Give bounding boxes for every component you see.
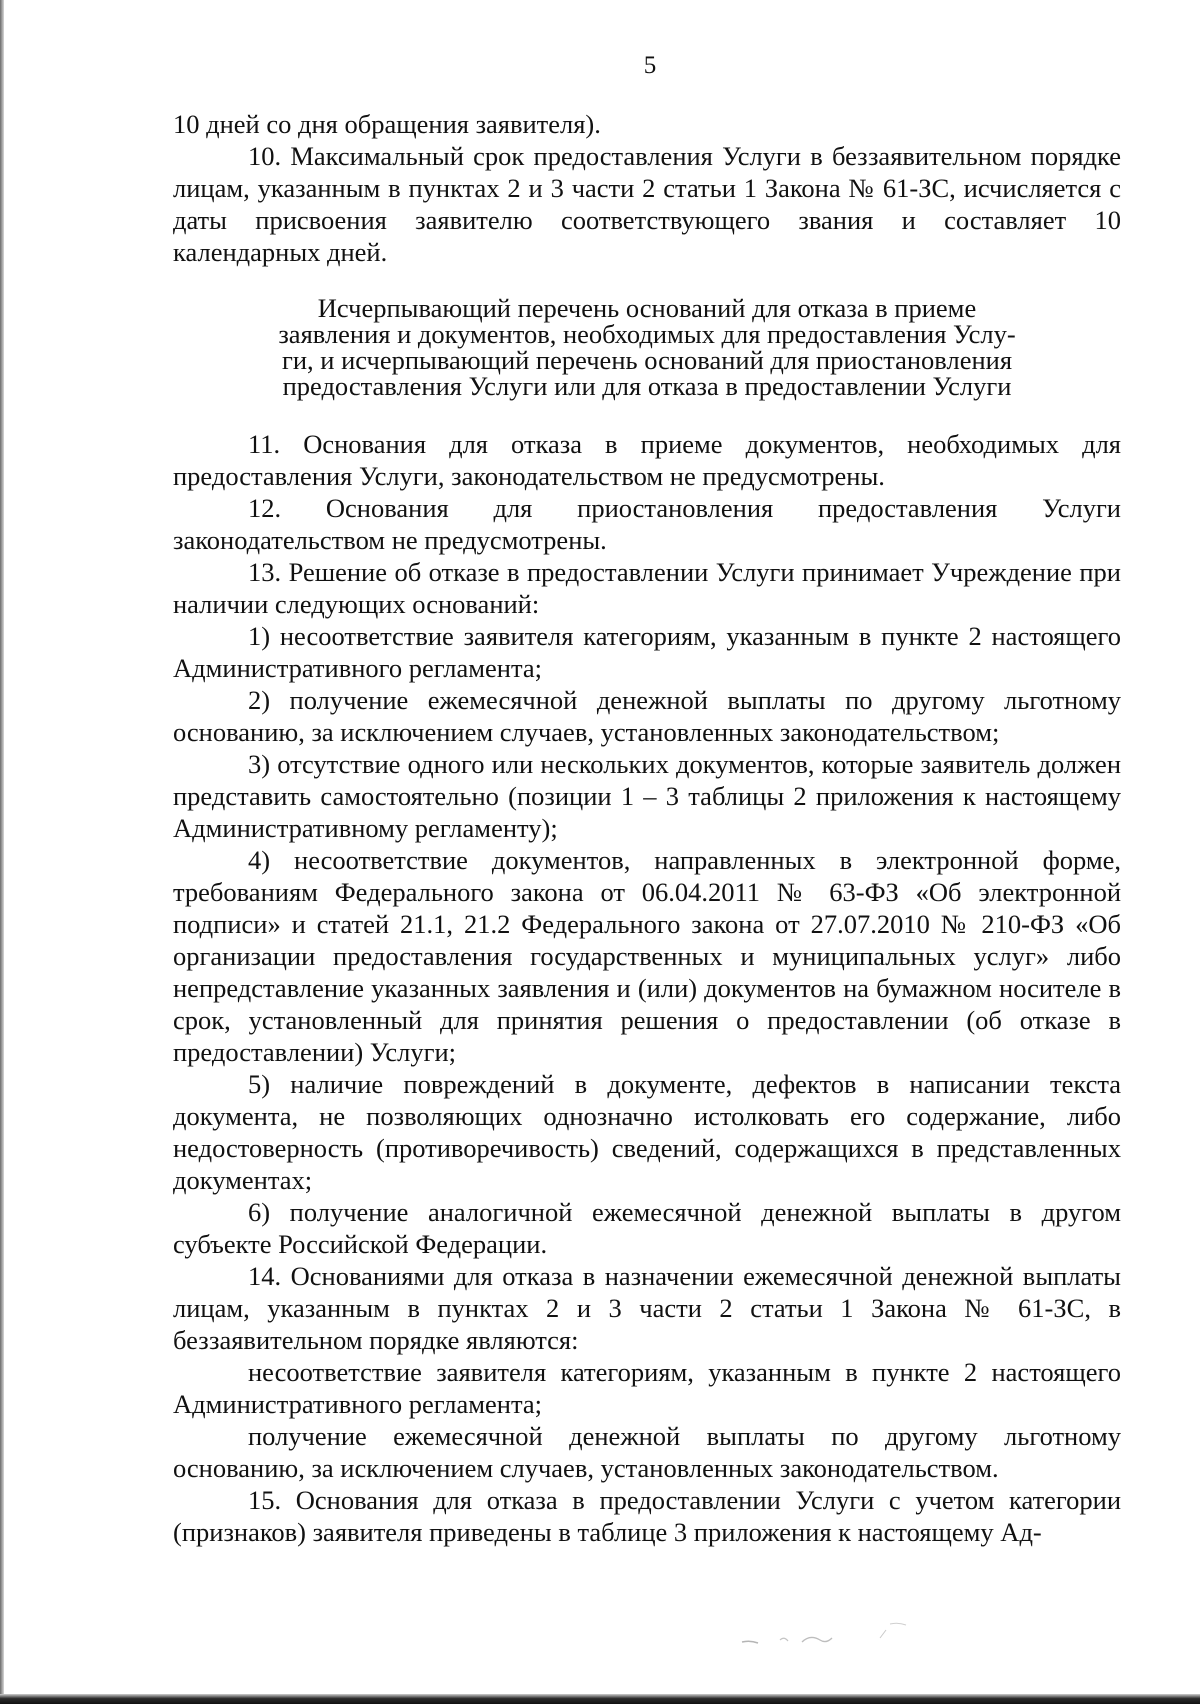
- paragraph-10: 10. Максимальный срок предоставления Услуги в беззаявительном порядке лицам, указанным в пунктах 2 и 3 части 2 статьи 1 Закона № 61-ЗС, исчисляется с даты присвоения заявителю соответствующего звания и составляет 10 календарных дней.: [173, 141, 1121, 267]
- list-item-4: 4) несоответствие документов, направленных в электронной форме, требованиям Федерального закона от 06.04.2011 № 63-ФЗ «Об электронной подписи» и статей 21.1, 21.2 Федерального закона от 27.07.2010 № 210-ФЗ «Об организации предоставления государственных и муниципальных услуг» либо непредставление указанных заявления и (или) документов на бумажном носителе в срок, установленный для принятия решения о предоставлении (об отказе в предоставлении) Услуги;: [173, 845, 1121, 1067]
- list-item-3: 3) отсутствие одного или нескольких документов, которые заявитель должен представить самостоятельно (позиции 1 – 3 таблицы 2 приложения к настоящему Административному регламенту);: [173, 749, 1121, 843]
- scan-smudge: [740, 1620, 920, 1650]
- list-item-5: 5) наличие повреждений в документе, дефектов в написании текста документа, не позволяющих однозначно истолковать его содержание, либо недостоверность (противоречивость) сведений, содержащихся в представленных документах;: [173, 1069, 1121, 1195]
- scan-edge-left: [0, 0, 4, 1704]
- scan-edge-bottom: [0, 1694, 1200, 1704]
- list-item-6: 6) получение аналогичной ежемесячной денежной выплаты в другом субъекте Российской Федерации.: [173, 1197, 1121, 1259]
- paragraph-11: 11. Основания для отказа в приеме документов, необходимых для предоставления Услуги, законодательством не предусмотрены.: [173, 429, 1121, 491]
- document-body: [173, 108, 1121, 1548]
- paragraph-13: 13. Решение об отказе в предоставлении Услуги принимает Учреждение при наличии следующих оснований:: [173, 557, 1121, 619]
- paragraph-15: 15. Основания для отказа в предоставлении Услуги с учетом категории (признаков) заявителя приведены в таблице 3 приложения к настоящему Ад-: [173, 1485, 1121, 1547]
- list-item-2: 2) получение ежемесячной денежной выплаты по другому льготному основанию, за исключением случаев, установленных законодательством;: [173, 685, 1121, 747]
- paragraph-12: 12. Основания для приостановления предоставления Услуги законодательством не предусмотрены.: [173, 493, 1121, 555]
- paragraph-14-ground-2: получение ежемесячной денежной выплаты по другому льготному основанию, за исключением случаев, установленных законодательством.: [173, 1421, 1121, 1483]
- section-heading: Исчерпывающий перечень оснований для отказа в приеме заявления и документов, необходимых для предоставления Услу- ги, и исчерпывающий перечень оснований для приостановления предоставления Услуги или для отказа в предоставлении Услуги: [278, 293, 1016, 401]
- page-number: 5: [643, 52, 657, 79]
- paragraph-continuation: 10 дней со дня обращения заявителя).: [173, 109, 601, 139]
- paragraph-14: 14. Основаниями для отказа в назначении ежемесячной денежной выплаты лицам, указанным в пунктах 2 и 3 части 2 статьи 1 Закона № 61-ЗС, в беззаявительном порядке являются:: [173, 1261, 1121, 1355]
- paragraph-14-ground-1: несоответствие заявителя категориям, указанным в пункте 2 настоящего Административного регламента;: [173, 1357, 1121, 1419]
- list-item-1: 1) несоответствие заявителя категориям, указанным в пункте 2 настоящего Административного регламента;: [173, 621, 1121, 683]
